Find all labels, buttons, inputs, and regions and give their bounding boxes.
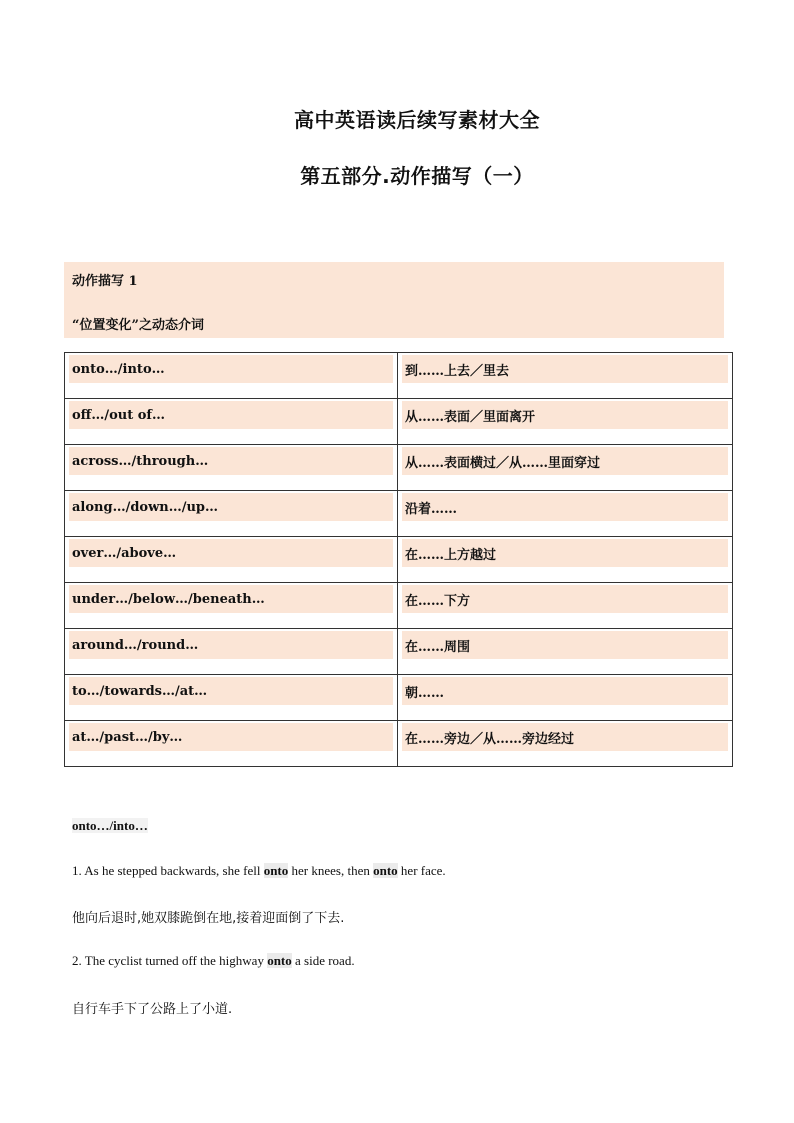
example-2-text-a: 2. The cyclist turned off the highway (72, 953, 268, 968)
phrase-cn: 在……周围 (402, 631, 728, 659)
table-cell-cn (398, 491, 733, 537)
phrase-cn: 沿着…… (402, 493, 728, 521)
example-sentence-1 (72, 863, 446, 879)
example-1-keyword-2: onto (373, 863, 398, 878)
phrase-en: along…/down…/up… (69, 493, 393, 521)
phrase-en: across…/through… (69, 447, 393, 475)
examples-label-text: onto…/into… (72, 818, 148, 833)
table-row (65, 629, 733, 675)
table-cell-en (65, 537, 398, 583)
section-heading: 动作描写 1 (72, 274, 138, 289)
example-sentence-2 (72, 953, 355, 969)
preposition-table (64, 352, 733, 767)
table-cell-cn (398, 399, 733, 445)
table-row (65, 583, 733, 629)
table-row (65, 721, 733, 767)
phrase-cn: 从……表面横过／从……里面穿过 (402, 447, 728, 475)
phrase-en: at…/past…/by… (69, 723, 393, 751)
example-2-text-b: a side road. (291, 953, 355, 968)
table-cell-en (65, 721, 398, 767)
example-1-text-b: her knees, then (288, 863, 374, 878)
example-2-keyword-1: onto (267, 953, 292, 968)
table-cell-en (65, 491, 398, 537)
phrase-en: onto…/into… (69, 355, 393, 383)
phrase-cn: 在……下方 (402, 585, 728, 613)
table-row (65, 491, 733, 537)
table-cell-cn (398, 537, 733, 583)
section-header (64, 262, 724, 338)
table-cell-en (65, 583, 398, 629)
phrase-en: around…/round… (69, 631, 393, 659)
phrase-cn: 在……旁边／从……旁边经过 (402, 723, 728, 751)
table-row (65, 537, 733, 583)
table-row (65, 675, 733, 721)
table-cell-en (65, 445, 398, 491)
example-1-text-a: 1. As he stepped backwards, she fell (72, 863, 264, 878)
phrase-en: under…/below…/beneath… (69, 585, 393, 613)
table-cell-cn (398, 445, 733, 491)
document-title: 高中英语读后续写素材大全 (294, 108, 540, 132)
document-subtitle: 第五部分.动作描写（一） (300, 164, 534, 188)
table-cell-en (65, 399, 398, 445)
table-cell-cn (398, 629, 733, 675)
example-1-text-c: her face. (397, 863, 446, 878)
table-cell-en (65, 675, 398, 721)
table-cell-cn (398, 583, 733, 629)
phrase-en: to…/towards…/at… (69, 677, 393, 705)
example-translation-2: 自行车手下了公路上了小道. (72, 1002, 233, 1017)
section-subheading: “位置变化”之动态介词 (72, 318, 204, 333)
examples-label (72, 818, 148, 834)
table-row (65, 445, 733, 491)
phrase-cn: 从……表面／里面离开 (402, 401, 728, 429)
phrase-cn: 在……上方越过 (402, 539, 728, 567)
example-translation-1: 他向后退时,她双膝跪倒在地,接着迎面倒了下去. (72, 911, 345, 926)
phrase-cn: 朝…… (402, 677, 728, 705)
table-cell-en (65, 629, 398, 675)
example-1-keyword-1: onto (263, 863, 289, 878)
phrase-en: off…/out of… (69, 401, 393, 429)
table-row (65, 399, 733, 445)
table-cell-cn (398, 353, 733, 399)
phrase-en: over…/above… (69, 539, 393, 567)
table-row (65, 353, 733, 399)
table-cell-cn (398, 675, 733, 721)
phrase-cn: 到……上去／里去 (402, 355, 728, 383)
table-cell-cn (398, 721, 733, 767)
table-cell-en (65, 353, 398, 399)
